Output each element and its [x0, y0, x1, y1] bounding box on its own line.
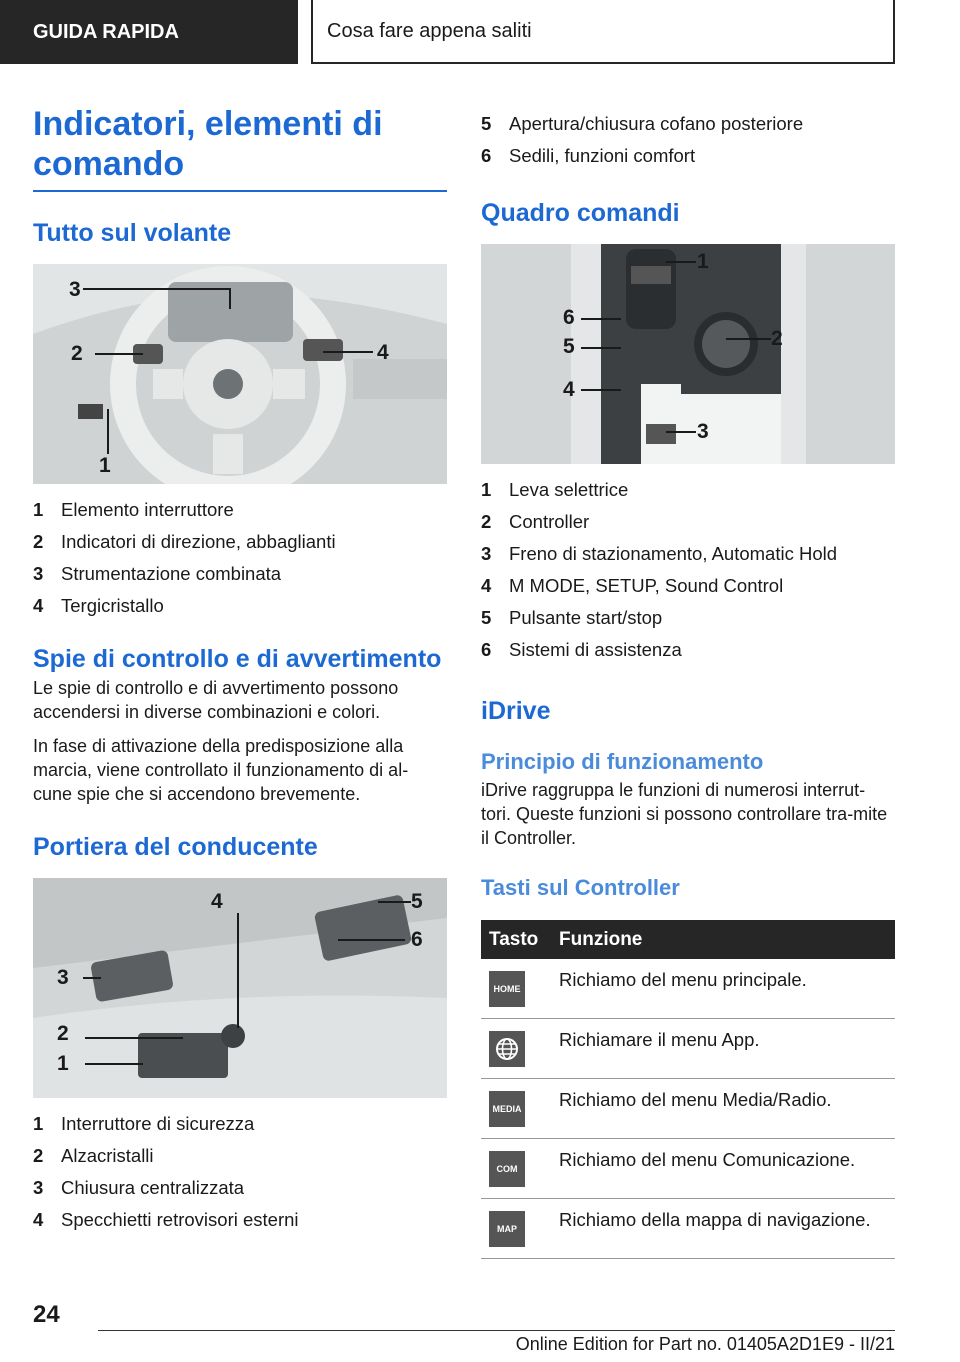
console-heading: Quadro comandi: [481, 199, 680, 227]
list-item: 1 Interruttore di sicurezza: [33, 1113, 255, 1134]
table-row: COM Richiamo del menu Comunicazione.: [481, 1139, 895, 1199]
list-item: 5 Pulsante start/stop: [481, 607, 663, 628]
list-item: 2 Alzacristalli: [33, 1145, 154, 1166]
door-callout-6: 6: [411, 928, 423, 951]
door-list: [33, 1108, 447, 1236]
table-row: Richiamare il menu App.: [481, 1019, 895, 1079]
list-item: 6 Sistemi di assistenza: [481, 639, 682, 660]
right-column: [481, 100, 895, 1259]
footer-divider: [98, 1330, 895, 1331]
chapter-tab: [311, 0, 895, 64]
steering-wheel-photo: [33, 264, 447, 484]
list-item: 4 Tergicristallo: [33, 595, 164, 616]
door-list-continued: [481, 108, 895, 172]
console-callout-6: 6: [563, 306, 575, 329]
console-list: [481, 474, 895, 666]
steering-callout-4: 4: [377, 341, 389, 364]
idrive-heading: iDrive: [481, 697, 551, 725]
column-header-funzione: Funzione: [551, 920, 895, 959]
table-row: HOME Richiamo del menu principale.: [481, 959, 895, 1019]
warning-heading: Spie di controllo e di avvertimento: [33, 645, 442, 673]
warning-paragraph-1: Le spie di controllo e di avvertimento possono accendersi in diverse combinazioni e colori.: [33, 678, 399, 722]
list-item: 3 Strumentazione combinata: [33, 563, 282, 584]
door-callout-2: 2: [57, 1022, 69, 1045]
list-item: 1 Elemento interruttore: [33, 499, 234, 520]
center-console-photo: [481, 244, 895, 464]
home-button-icon: HOME: [489, 971, 525, 1007]
list-item: 4 Specchietti retrovisori esterni: [33, 1209, 299, 1230]
list-item: 2 Controller: [481, 511, 590, 532]
page-number: 24: [33, 1301, 60, 1328]
principle-paragraph: iDrive raggruppa le funzioni di numerosi interrut-tori. Queste funzioni si possono controllare tra-mite il Controller.: [481, 780, 888, 848]
steering-list: [33, 494, 447, 622]
console-callout-2: 2: [771, 327, 783, 350]
console-callout-5: 5: [563, 335, 575, 358]
principle-heading: Principio di funzionamento: [481, 749, 764, 774]
table-header-row: [481, 920, 895, 959]
list-item: 4 M MODE, SETUP, Sound Control: [481, 575, 784, 596]
map-button-icon: MAP: [489, 1211, 525, 1247]
list-item: 3 Freno di stazionamento, Automatic Hold: [481, 543, 838, 564]
steering-callout-3: 3: [69, 278, 81, 301]
keys-heading: Tasti sul Controller: [481, 875, 680, 900]
page-title: Indicatori, elementi di comando: [33, 104, 447, 192]
door-callout-3: 3: [57, 966, 69, 989]
list-item: 3 Chiusura centralizzata: [33, 1177, 245, 1198]
door-callout-5: 5: [411, 890, 423, 913]
console-callout-1: 1: [697, 250, 709, 273]
door-callout-1: 1: [57, 1052, 69, 1075]
driver-door-photo: [33, 878, 447, 1098]
list-item: 6 Sedili, funzioni comfort: [481, 145, 696, 166]
console-callout-3: 3: [697, 420, 709, 443]
section-tab: [0, 0, 298, 64]
left-column: [33, 100, 447, 1236]
steering-heading: Tutto sul volante: [33, 219, 232, 247]
steering-callout-2: 2: [71, 342, 83, 365]
edition-footer: Online Edition for Part no. 01405A2D1E9 - II/21: [515, 1334, 895, 1354]
apps-globe-icon: [489, 1031, 525, 1067]
media-button-icon: MEDIA: [489, 1091, 525, 1127]
com-button-icon: COM: [489, 1151, 525, 1187]
warning-paragraph-2: In fase di attivazione della predisposizione alla marcia, viene controllato il funzionamento di al-cune spie che si accendono brevemente.: [33, 736, 409, 804]
controller-keys-table: [481, 920, 895, 1259]
list-item: 5 Apertura/chiusura cofano posteriore: [481, 113, 804, 134]
column-header-tasto: Tasto: [481, 920, 551, 959]
table-row: MEDIA Richiamo del menu Media/Radio.: [481, 1079, 895, 1139]
list-item: 2 Indicatori di direzione, abbaglianti: [33, 531, 336, 552]
console-callout-4: 4: [563, 378, 575, 401]
door-heading: Portiera del conducente: [33, 833, 318, 861]
table-row: MAP Richiamo della mappa di navigazione.: [481, 1199, 895, 1259]
door-callout-4: 4: [211, 890, 223, 913]
section-label: GUIDA RAPIDA: [33, 20, 179, 43]
chapter-label: Cosa fare appena saliti: [327, 19, 532, 42]
steering-callout-1: 1: [99, 454, 111, 477]
list-item: 1 Leva selettrice: [481, 479, 629, 500]
